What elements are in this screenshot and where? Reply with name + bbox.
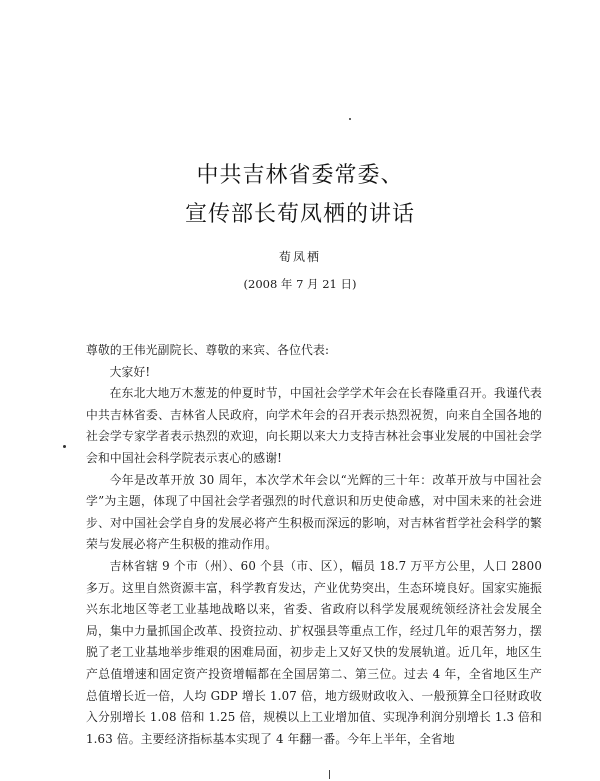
scan-speck — [63, 445, 66, 448]
title-line-2: 宣传部长荀凤栖的讲话 — [184, 202, 415, 227]
body-paragraph: 今年是改革开放 30 周年，本次学术年会以“光辉的三十年：改革开放与中国社会学”为主题，体现了中国社会学者强烈的时代意识和历史使命感，对中国未来的社会进步、对中国社会学自身的发展必将产生积极而深远的影响，对吉林省哲学社会科学的繁荣与发展必将产生积极的推动作用。 — [86, 472, 542, 552]
body-paragraph: 在东北大地万木葱茏的仲夏时节，中国社会学学术年会在长春隆重召开。我谨代表中共吉林省委、吉林省人民政府，向学术年会的召开表示热烈祝贺，向来自全国各地的社会学专家学者表示热烈的欢迎，向长期以来大力支持吉林社会事业发展的中国社会学会和中国社会科学院表示衷心的感谢! — [86, 386, 542, 465]
scan-speck — [349, 118, 351, 120]
page-edge-mark — [329, 770, 330, 779]
body-paragraph: 吉林省辖 9 个市（州）、60 个县（市、区），幅员 18.7 万平方公里，人口 2800 多万。这里自然资源丰富，科学教育发达，产业优势突出，生态环境良好。国家实施振兴东北地区等老工业基地战略以来，省委、省政府以科学发展观统领经济社会发展全局，集中力量抓国企改革、投资拉动、扩权强县等重点工作，经过几年的艰苦努力，摆脱了老工业基地举步维艰的困难局面，初步走上又好又快的发展轨道。近几年，地区生产总值增速和固定资产投资增幅都在全国居第二、第三位。过去 4 年，全省地区生产总值增长近一倍，人均 GDP 增长 1.07 倍，地方级财政收入、一般预算全口径财政收入分别增长 1.08 倍和 1.25 倍，规模以上工业增加值、实现净利润分别增长 1.3 倍和 1.63 倍。主要经济指标基本实现了 4 年翻一番。今年上半年，全省地 — [86, 558, 542, 746]
salutation: 尊敬的王伟光副院长、尊敬的来宾、各位代表: — [86, 343, 330, 357]
speech-body — [86, 340, 542, 750]
speech-date: (2008 年 7 月 21 日) — [243, 277, 357, 291]
title-line-1: 中共吉林省委常委、 — [196, 163, 404, 188]
author-name: 荀凤栖 — [278, 250, 321, 264]
greeting: 大家好! — [109, 364, 151, 379]
